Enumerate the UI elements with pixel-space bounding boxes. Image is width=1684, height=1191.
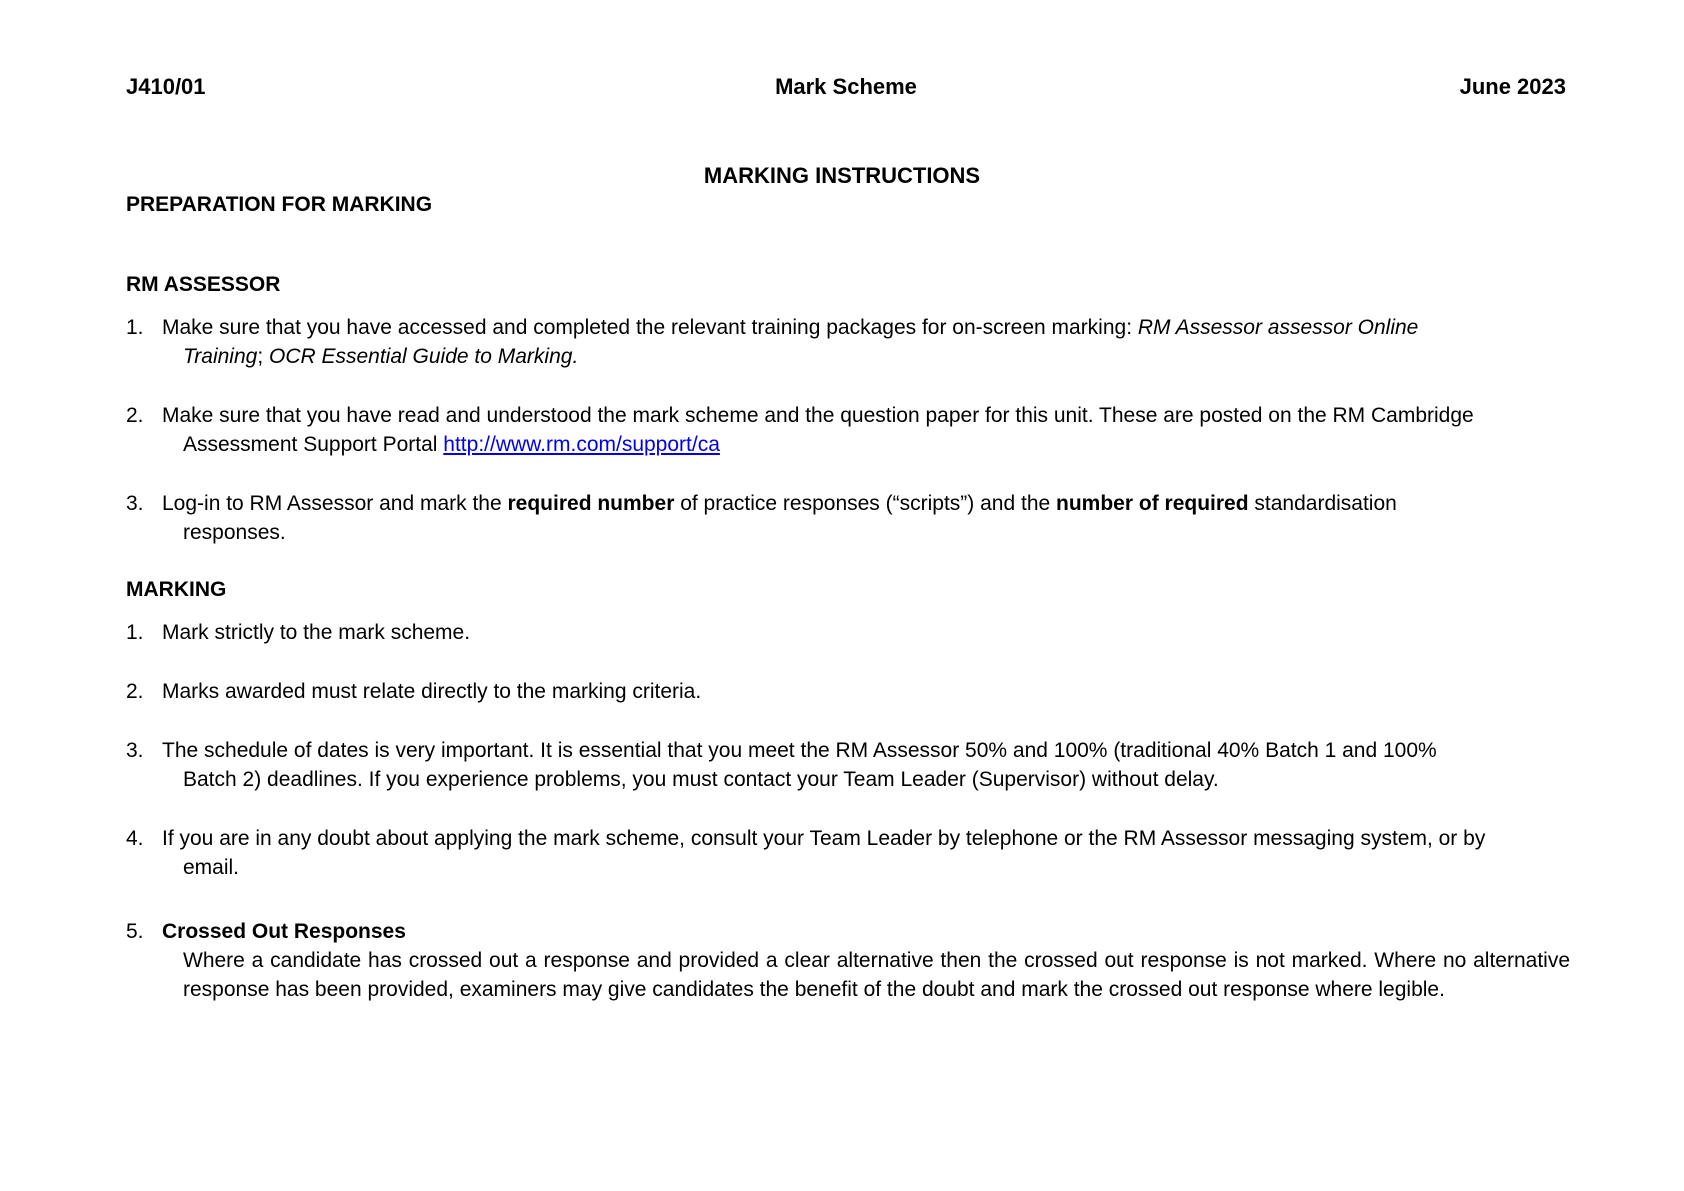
item-line-1: If you are in any doubt about applying the mark scheme, consult your Team Leader by telephone or the RM Assessor messaging system, or by xyxy=(162,827,1486,850)
rm-assessor-item-1 xyxy=(126,313,1570,371)
item-text xyxy=(162,489,1570,547)
page-header xyxy=(126,74,1566,104)
rm-assessor-item-2 xyxy=(126,401,1570,459)
rm-assessor-heading: RM ASSESSOR xyxy=(126,273,281,296)
item-text-d: number of required xyxy=(1056,492,1249,515)
item-continuation xyxy=(162,342,1570,371)
item-text xyxy=(162,736,1570,794)
marking-item-5 xyxy=(126,917,1570,1004)
item-text-b: required number xyxy=(507,492,675,515)
item-number: 4. xyxy=(126,827,144,850)
preparation-heading: PREPARATION FOR MARKING xyxy=(126,193,433,216)
marking-heading: MARKING xyxy=(126,578,227,601)
item-continuation: Batch 2) deadlines. If you experience problems, you must contact your Team Leader (Supervisor) without delay. xyxy=(183,768,1219,791)
item-number: 3. xyxy=(126,492,144,515)
guide-title: OCR Essential Guide to Marking. xyxy=(268,345,579,368)
training-title: RM Assessor assessor Online xyxy=(1137,316,1419,339)
item-number: 2. xyxy=(126,404,144,427)
item-text xyxy=(162,824,1570,882)
item-text xyxy=(162,401,1570,459)
item-continuation: email. xyxy=(183,856,240,879)
marking-item-2 xyxy=(126,677,1570,706)
portal-label: Assessment Support Portal xyxy=(183,433,444,456)
marking-item-1 xyxy=(126,618,1570,647)
item-text-e: standardisation xyxy=(1248,492,1397,515)
item-continuation xyxy=(162,430,1570,459)
item-line-1: The schedule of dates is very important. It is essential that you meet the RM Assessor 50% and 100% (traditional 40% Batch 1 and 100% xyxy=(162,739,1437,762)
item-text-plain: Make sure that you have accessed and completed the relevant training packages for on-screen marking: xyxy=(162,316,1138,339)
item-text: Mark strictly to the mark scheme. xyxy=(162,621,471,644)
item-number: 2. xyxy=(126,680,144,703)
item-text-c: of practice responses (“scripts”) and the xyxy=(674,492,1057,515)
crossed-out-text: Where a candidate has crossed out a response and provided a clear alternative then the crossed out response is not marked. Where no alternative response has been provided, examiners may give candidates the benefit of the doubt and mark the crossed out response where legible. xyxy=(183,949,1570,1001)
item-text-a: Log-in to RM Assessor and mark the xyxy=(162,492,508,515)
item-number: 3. xyxy=(126,739,144,762)
paper-code: J410/01 xyxy=(126,74,206,99)
item-number: 1. xyxy=(126,316,144,339)
crossed-out-title: Crossed Out Responses xyxy=(162,920,406,943)
item-text: Marks awarded must relate directly to the marking criteria. xyxy=(162,680,702,703)
rm-assessor-item-3 xyxy=(126,489,1570,547)
marking-item-3 xyxy=(126,736,1570,794)
item-text xyxy=(162,313,1570,371)
item-continuation: responses. xyxy=(183,521,286,544)
header-title: Mark Scheme xyxy=(775,74,917,99)
support-portal-link[interactable]: http://www.rm.com/support/ca xyxy=(443,433,720,456)
item-line-1: Make sure that you have read and understood the mark scheme and the question paper for this unit. These are posted on the RM Cambridge xyxy=(162,404,1474,427)
page-title: MARKING INSTRUCTIONS xyxy=(703,163,981,188)
item-text xyxy=(162,917,1570,1004)
separator: ; xyxy=(257,345,269,368)
exam-session: June 2023 xyxy=(1459,74,1566,99)
item-number: 5. xyxy=(126,920,144,943)
marking-item-4 xyxy=(126,824,1570,882)
training-word: Training xyxy=(183,345,258,368)
item-number: 1. xyxy=(126,621,144,644)
